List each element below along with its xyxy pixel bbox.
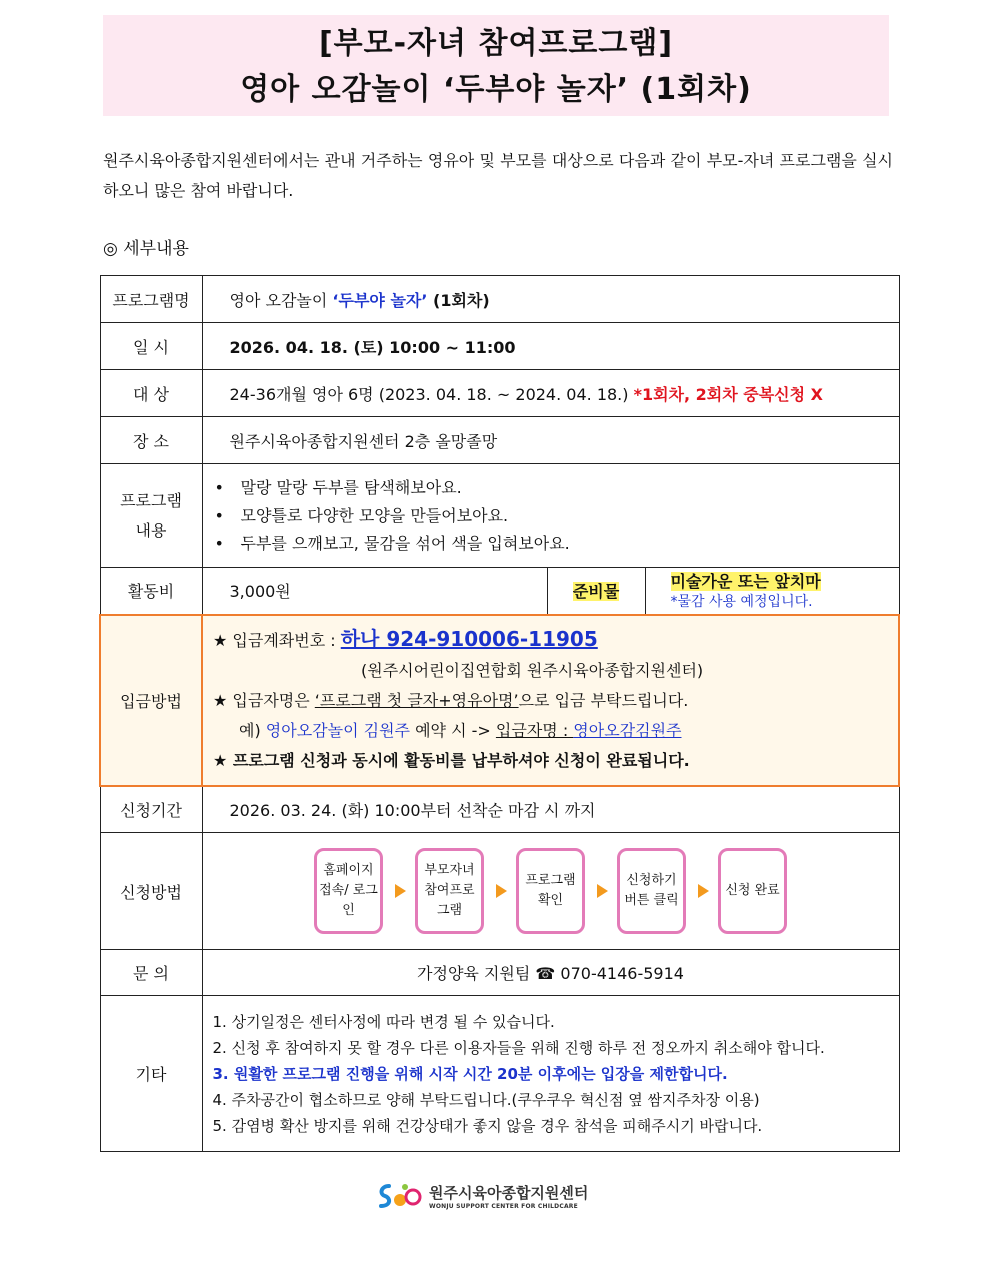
row-target	[100, 370, 899, 417]
arrow-right-icon	[597, 884, 608, 898]
target-note: *1회차, 2회차 중복신청 X	[633, 384, 823, 404]
label-etc: 기타	[100, 996, 202, 1152]
contents-item: • 두부를 으깨보고, 물감을 섞어 색을 입혀보아요.	[215, 530, 899, 558]
value-etc	[202, 996, 899, 1152]
value-program-name	[202, 276, 899, 323]
value-prep	[645, 568, 899, 615]
label-date: 일 시	[100, 323, 202, 370]
value-deposit	[202, 615, 899, 786]
arrow-right-icon	[496, 884, 507, 898]
contents-item: • 모양틀로 다양한 모양을 만들어보아요.	[215, 502, 899, 530]
label-inquiry: 문 의	[100, 950, 202, 996]
label-fee: 활동비	[100, 568, 202, 615]
value-period: 2026. 03. 24. (화) 10:00부터 선착순 마감 시 까지	[202, 786, 899, 833]
label-contents-line1: 프로그램	[120, 490, 182, 510]
deposit-notice: ★ 프로그램 신청과 동시에 활동비를 납부하셔야 신청이 완료됩니다.	[213, 751, 690, 770]
row-fee	[100, 568, 899, 615]
row-period	[100, 786, 899, 833]
etc-item: 4. 주차공간이 협소하므로 양해 부탁드립니다.(쿠우쿠우 혁신점 옆 쌈지주차장 이용)	[212, 1090, 760, 1109]
title-banner	[103, 15, 889, 116]
label-contents	[100, 464, 202, 568]
footer-name-ko: 원주시육아종합지원센터	[429, 1184, 589, 1202]
step-5: 신청 완료	[718, 848, 787, 934]
step-4: 신청하기 버튼 클릭	[617, 848, 686, 934]
row-etc	[100, 996, 899, 1152]
deposit-example-name: 영아오감놀이 김원주	[265, 721, 410, 740]
title-line-1: [부모-자녀 참여프로그램]	[318, 26, 674, 61]
label-prep	[547, 568, 645, 615]
prep-note: *물감 사용 예정입니다.	[670, 593, 813, 610]
row-program-name	[100, 276, 899, 323]
label-method: 신청방법	[100, 833, 202, 950]
label-period: 신청기간	[100, 786, 202, 833]
value-place: 원주시육아종합지원센터 2층 올망졸망	[202, 417, 899, 464]
value-fee: 3,000원	[202, 568, 547, 615]
target-text: 24-36개월 영아 6명 (2023. 04. 18. ~ 2024. 04. 18.)	[229, 384, 634, 404]
footer-logo	[375, 1180, 588, 1212]
row-contents	[100, 464, 899, 568]
deposit-account-prefix: ★ 입금계좌번호 :	[213, 631, 341, 650]
center-logo-icon	[375, 1180, 423, 1212]
steps-flow	[203, 833, 899, 949]
value-date: 2026. 04. 18. (토) 10:00 ~ 11:00	[202, 323, 899, 370]
label-target: 대 상	[100, 370, 202, 417]
program-name-prefix: 영아 오감놀이	[229, 290, 333, 310]
value-inquiry: 가정양육 지원팀 ☎ 070-4146-5914	[202, 950, 899, 996]
step-1: 홈페이지 접속/ 로그인	[314, 848, 383, 934]
prep-label: 준비물	[572, 582, 620, 602]
arrow-right-icon	[698, 884, 709, 898]
label-program-name: 프로그램명	[100, 276, 202, 323]
row-method	[100, 833, 899, 950]
value-target	[202, 370, 899, 417]
contents-item: • 말랑 말랑 두부를 탐색해보아요.	[215, 474, 899, 502]
value-method	[202, 833, 899, 950]
step-3: 프로그램 확인	[516, 848, 585, 934]
row-place	[100, 417, 899, 464]
title-line-2: 영아 오감놀이 ‘두부야 놀자’ (1회차)	[240, 72, 752, 107]
etc-item: 2. 신청 후 참여하지 못 할 경우 다른 이용자들을 위해 진행 하루 전 정오까지 취소해야 합니다.	[212, 1038, 825, 1057]
row-date	[100, 323, 899, 370]
deposit-example-mid: 예약 시 ->	[410, 721, 496, 740]
deposit-holder: (원주시어린이집연합회 원주시육아종합지원센터)	[361, 661, 704, 680]
deposit-name-format: ‘프로그램 첫 글자+영유아명’	[314, 691, 519, 710]
program-name-highlight: ‘두부야 놀자’	[332, 290, 428, 310]
contents-list	[203, 474, 899, 558]
etc-item: 5. 감염병 확산 방지를 위해 건강상태가 좋지 않을 경우 참석을 피해주시기 바랍니다.	[212, 1116, 763, 1135]
deposit-example-prefix: 예)	[239, 721, 266, 740]
label-place: 장 소	[100, 417, 202, 464]
deposit-name-prefix: ★ 입금자명은	[213, 691, 315, 710]
label-deposit: 입금방법	[100, 615, 202, 786]
program-name-suffix: (1회차)	[427, 290, 490, 310]
footer-name-en: WONJU SUPPORT CENTER FOR CHILDCARE	[429, 1203, 578, 1210]
deposit-name-suffix: 으로 입금 부탁드립니다.	[518, 691, 689, 710]
row-inquiry	[100, 950, 899, 996]
arrow-right-icon	[395, 884, 406, 898]
deposit-account: 하나 924-910006-11905	[340, 627, 598, 651]
row-deposit	[100, 615, 899, 786]
deposit-example-result-label: 입금자명 :	[495, 721, 574, 740]
deposit-example-result: 영아오감김원주	[573, 721, 682, 740]
intro-text: 원주시육아종합지원센터에서는 관내 거주하는 영유아 및 부모를 대상으로 다음과 같이 부모-자녀 프로그램을 실시하오니 많은 참여 바랍니다.	[103, 151, 893, 200]
details-table	[99, 275, 900, 1152]
value-contents	[202, 464, 899, 568]
step-2: 부모자녀 참여프로 그램	[415, 848, 484, 934]
etc-item: 1. 상기일정은 센터사정에 따라 변경 될 수 있습니다.	[212, 1012, 555, 1031]
section-title: ◎ 세부내용	[103, 239, 189, 259]
etc-list	[203, 1001, 899, 1147]
etc-item: 3. 원활한 프로그램 진행을 위해 시작 시간 20분 이후에는 입장을 제한합니다.	[212, 1064, 728, 1083]
label-contents-line2: 내용	[135, 520, 167, 540]
prep-value: 미술가운 또는 앞치마	[670, 571, 821, 591]
